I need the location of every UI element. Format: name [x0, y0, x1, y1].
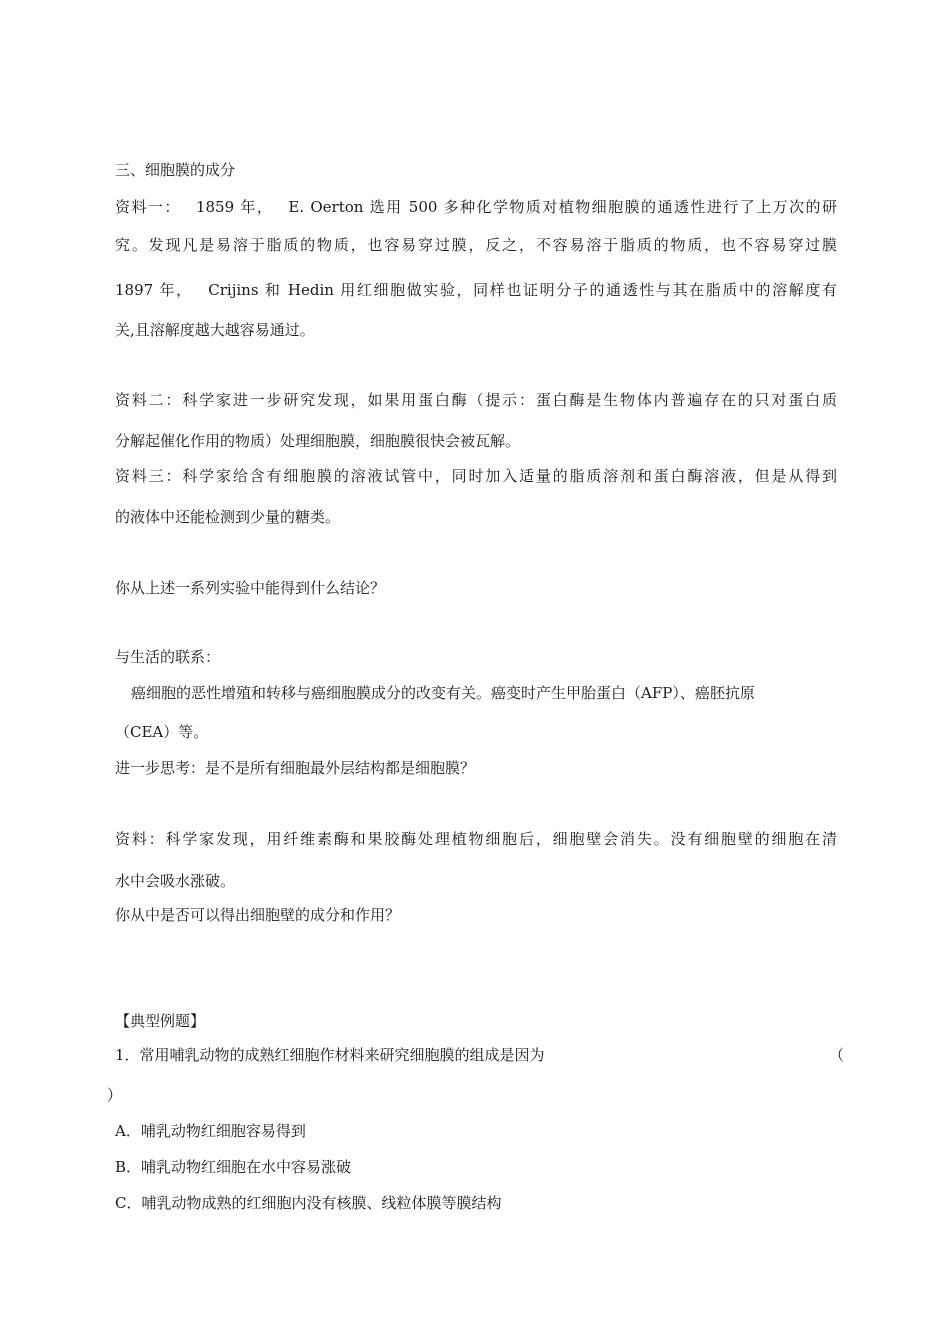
- option-c: C．哺乳动物成熟的红细胞内没有核膜、线粒体膜等膜结构: [115, 1194, 502, 1212]
- wall-question: 你从中是否可以得出细胞壁的成分和作用？: [115, 906, 401, 924]
- option-b: B．哺乳动物红细胞在水中容易涨破: [115, 1158, 352, 1176]
- life-line-1: 癌细胞的恶性增殖和转移与癌细胞膜成分的改变有关。癌变时产生甲胎蛋白（AFP）、癌胚抗原: [131, 684, 755, 702]
- example-1-paren-close: ）: [107, 1086, 123, 1104]
- material-1-line-2: 究。发现凡是易溶于脂质的物质，也容易穿过膜，反之，不容易溶于脂质的物质，也不容易穿过膜: [115, 236, 837, 254]
- material-1-line-1: 资料一： 1859 年， E. Oerton 选用 500 多种化学物质对植物细胞膜的通透性进行了上万次的研: [115, 198, 837, 216]
- example-1-paren-open: （: [829, 1046, 845, 1064]
- material-3-line-1: 资料三：科学家给含有细胞膜的溶液试管中，同时加入适量的脂质溶剂和蛋白酶溶液，但是从得到: [115, 467, 837, 485]
- material-3-line-2: 的液体中还能检测到少量的糖类。: [115, 508, 341, 526]
- material-1-line-3: 1897 年， Crijins 和 Hedin 用红细胞做实验，同样也证明分子的通透性与其在脂质中的溶解度有: [115, 281, 837, 299]
- life-heading: 与生活的联系：: [115, 648, 221, 666]
- examples-heading: 【典型例题】: [115, 1012, 206, 1030]
- material-1-line-4: 关,且溶解度越大越容易通过。: [115, 321, 315, 339]
- material-2-line-2: 分解起催化作用的物质）处理细胞膜，细胞膜很快会被瓦解。: [115, 432, 521, 450]
- wall-material-line-2: 水中会吸水涨破。: [115, 872, 236, 890]
- example-1-question: 1．常用哺乳动物的成熟红细胞作材料来研究细胞膜的组成是因为: [115, 1046, 545, 1064]
- life-line-2: （CEA）等。: [115, 723, 209, 741]
- option-a: A．哺乳动物红细胞容易得到: [115, 1122, 306, 1140]
- wall-material-line-1: 资料：科学家发现，用纤维素酶和果胶酶处理植物细胞后，细胞壁会消失。没有细胞壁的细胞在清: [115, 830, 837, 848]
- further-thinking: 进一步思考：是不是所有细胞最外层结构都是细胞膜？: [115, 759, 476, 777]
- section-heading: 三、细胞膜的成分: [115, 161, 236, 179]
- material-2-line-1: 资料二：科学家进一步研究发现，如果用蛋白酶（提示：蛋白酶是生物体内普遍存在的只对蛋白质: [115, 391, 837, 409]
- question-conclusion: 你从上述一系列实验中能得到什么结论？: [115, 579, 386, 597]
